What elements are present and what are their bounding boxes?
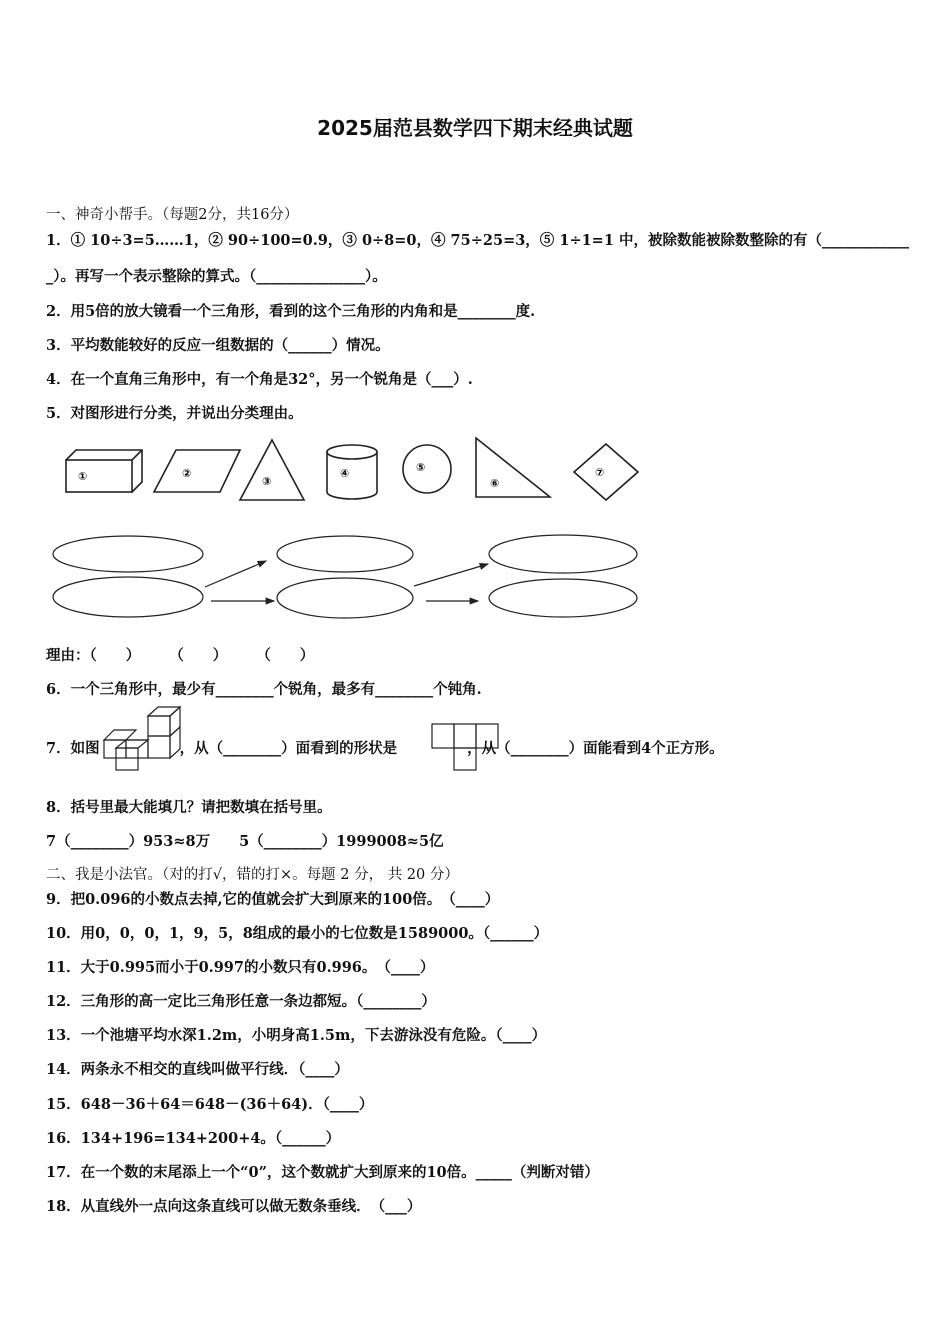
question-7-middle: ，从（________）面看到的形状是	[179, 740, 398, 757]
cuboid-shape	[66, 450, 142, 492]
question-17: 17．在一个数的末尾添上一个“0”，这个数就扩大到原来的10倍。_____（判断对错）	[46, 1164, 599, 1181]
category-oval-3a	[489, 535, 637, 573]
question-9: 9．把0.096的小数点去掉,它的值就会扩大到原来的100倍。 （____）	[46, 891, 500, 908]
shape-label-1: ①	[78, 470, 88, 483]
shape-label-7: ⑦	[595, 466, 605, 479]
question-16: 16．134+196=134+200+4。（______）	[46, 1130, 341, 1147]
category-oval-2b	[277, 578, 413, 618]
shape-label-6: ⑥	[490, 477, 500, 490]
classification-diagram	[48, 530, 648, 625]
shapes-figure	[50, 432, 650, 507]
section2-heading: 二、我是小法官。（对的打√，错的打×。每题 2 分， 共 20 分）	[46, 867, 459, 883]
category-oval-1a	[53, 536, 203, 572]
question-5: 5．对图形进行分类，并说出分类理由。	[46, 405, 303, 422]
question-1-line2: _）。再写一个表示整除的算式。（_______________）。	[46, 268, 387, 285]
circle-shape	[403, 445, 451, 493]
parallelogram-shape	[154, 450, 240, 492]
arrow-upper-1	[205, 561, 266, 587]
question-8: 8．括号里最大能填几？请把数填在括号里。	[46, 799, 332, 816]
question-15: 15．648－36＋64＝648－(36＋64)．（____）	[46, 1096, 374, 1113]
section1-heading: 一、神奇小帮手。（每题2分，共16分）	[46, 207, 299, 223]
question-11: 11．大于0.995而小于0.997的小数只有0.996。 （____）	[46, 959, 435, 976]
question-1-line1: 1．① 10÷3=5……1，② 90÷100=0.9，③ 0÷8=0，④ 75÷25=3，⑤ 1÷1=1 中，被除数能被除数整除的有（____________	[46, 232, 909, 249]
question-4: 4．在一个直角三角形中，有一个角是32°，另一个锐角是（___）.	[46, 371, 473, 388]
question-7-suffix: ，从（________）面能看到4个正方形。	[467, 740, 724, 757]
cylinder-shape	[327, 445, 377, 499]
question-14: 14．两条永不相交的直线叫做平行线．（____）	[46, 1061, 349, 1078]
reason-line: 理由：（ ） （ ） （ ）	[46, 647, 315, 664]
question-7-prefix: 7．如图	[46, 740, 100, 757]
question-3: 3．平均数能较好的反应一组数据的（______）情况。	[46, 337, 390, 354]
page-title: 2025届范县数学四下期末经典试题	[317, 116, 633, 140]
right-triangle-shape	[476, 438, 550, 497]
shape-label-2: ②	[182, 467, 192, 480]
category-oval-2a	[277, 536, 413, 572]
rhombus-shape	[574, 444, 638, 500]
question-6: 6．一个三角形中，最少有________个锐角，最多有________个钝角.	[46, 681, 482, 698]
cube-stack-figure	[102, 704, 184, 772]
question-2: 2．用5倍的放大镜看一个三角形，看到的这个三角形的内角和是________度.	[46, 303, 536, 320]
arrow-upper-2	[414, 564, 488, 586]
question-12: 12．三角形的高一定比三角形任意一条边都短。（________）	[46, 993, 436, 1010]
isosceles-triangle-shape	[240, 440, 304, 500]
category-oval-1b	[53, 577, 203, 617]
category-oval-3b	[489, 579, 637, 617]
shape-label-3: ③	[262, 475, 272, 488]
question-10: 10．用0，0，0，1，9，5，8组成的最小的七位数是1589000。（______）	[46, 925, 549, 942]
view-shape-figure	[431, 722, 503, 774]
question-8-items: 7（________）953≈8万 5（________）1999008≈5亿	[46, 833, 444, 850]
shape-label-5: ⑤	[416, 461, 426, 474]
shape-label-4: ④	[340, 467, 350, 480]
question-18: 18．从直线外一点向这条直线可以做无数条垂线． （___）	[46, 1198, 422, 1215]
question-13: 13．一个池塘平均水深1.2m，小明身高1.5m，下去游泳没有危险。（____）	[46, 1027, 547, 1044]
